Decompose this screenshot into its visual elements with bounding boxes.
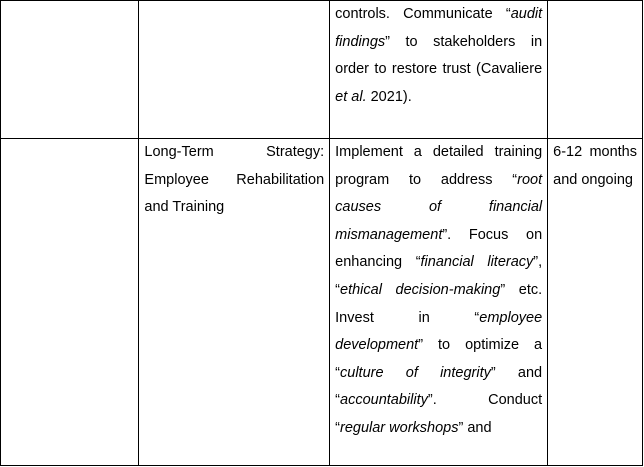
table-cell-strategy: Long-Term Strategy: Employee Rehabilitation and Training [139, 139, 330, 466]
table-cell-empty [139, 1, 330, 139]
action-text: controls. Communicate “audit findings” to stakeholders in order to restore trust (Cavaliere et al. 2021). [335, 6, 543, 105]
table-cell-empty [1, 139, 139, 466]
table-cell-empty [548, 1, 643, 139]
action-text: Implement a detailed training program to address “root causes of financial mismanagement”. Focus on enhancing “financial literacy”, “ethical decision-making” etc. Invest in “employee development” to optimize a “culture of integrity” and “accountability”. Conduct “regular workshops” and [335, 144, 543, 436]
table-row [1, 1, 643, 139]
table-cell-empty [1, 1, 139, 139]
table-cell-timeline: 6-12 months and ongoing [548, 139, 643, 466]
table-cell-action [330, 139, 548, 466]
table-row [1, 139, 643, 466]
table-cell-action [330, 1, 548, 139]
